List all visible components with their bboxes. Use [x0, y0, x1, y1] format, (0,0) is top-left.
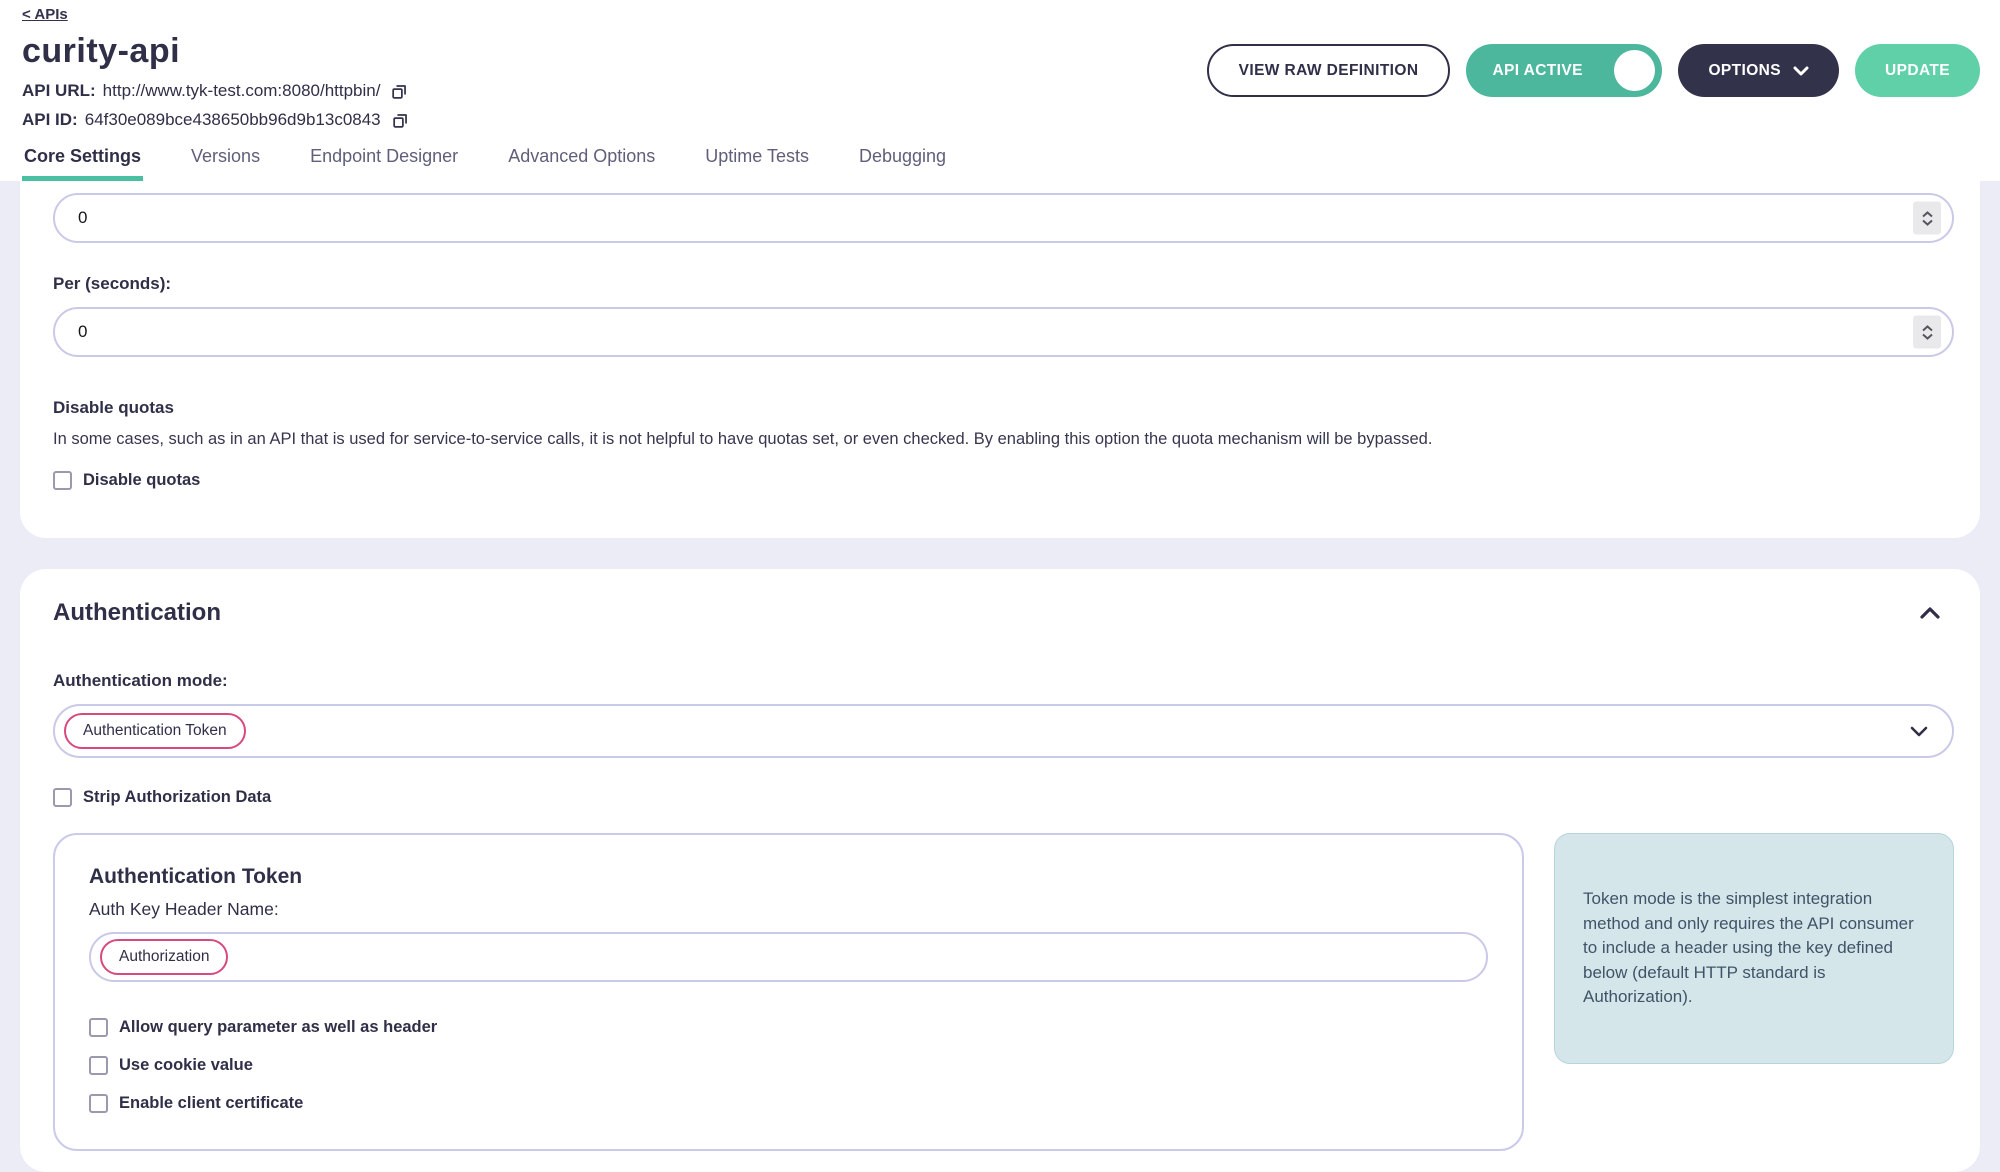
use-cookie-value-label: Use cookie value	[119, 1056, 253, 1074]
authentication-mode-label: Authentication mode:	[53, 671, 228, 690]
enable-client-certificate-checkbox[interactable]	[89, 1094, 108, 1113]
api-url-value: http://www.tyk-test.com:8080/httpbin/	[102, 81, 381, 100]
copy-icon[interactable]	[390, 82, 409, 101]
chevron-up-icon	[1920, 607, 1940, 619]
auth-key-header-label: Auth Key Header Name:	[89, 899, 279, 919]
allow-query-param-label: Allow query parameter as well as header	[119, 1018, 438, 1036]
strip-authorization-checkbox-row	[53, 788, 1954, 807]
chevron-down-icon	[1910, 726, 1928, 737]
token-panel-heading: Authentication Token	[89, 865, 303, 888]
chevron-down-icon	[1793, 66, 1809, 76]
auth-key-header-input[interactable]	[89, 932, 1488, 982]
token-config-row	[53, 833, 1954, 1151]
rate-input[interactable]	[53, 193, 1954, 243]
toggle-knob	[1614, 50, 1655, 91]
token-mode-info-text: Token mode is the simplest integration method and only requires the API consumer to include a header using the key defined below (default HTTP standard is Authorization).	[1583, 888, 1914, 1007]
api-id-label: API ID:	[22, 110, 78, 129]
tab-advanced-options[interactable]: Advanced Options	[508, 146, 656, 166]
stepper-up-icon	[1921, 210, 1934, 218]
authentication-token-panel	[53, 833, 1524, 1151]
auth-key-value-pill: Authorization	[100, 939, 228, 975]
disable-quotas-checkbox[interactable]	[53, 471, 72, 490]
authentication-mode-value-pill: Authentication Token	[64, 713, 246, 749]
per-seconds-input[interactable]	[53, 307, 1954, 357]
stepper-up-icon	[1921, 324, 1934, 332]
per-seconds-label: Per (seconds):	[53, 274, 172, 293]
tab-bar	[22, 146, 1980, 181]
copy-icon[interactable]	[391, 111, 410, 130]
use-cookie-value-row	[89, 1056, 1488, 1075]
use-cookie-value-checkbox[interactable]	[89, 1056, 108, 1075]
tab-debugging[interactable]: Debugging	[858, 146, 947, 166]
collapse-section-button[interactable]	[1920, 607, 1940, 619]
strip-authorization-checkbox[interactable]	[53, 788, 72, 807]
number-stepper[interactable]	[1913, 202, 1941, 235]
api-id-line	[22, 110, 1980, 130]
rate-input-wrap	[53, 193, 1954, 243]
rate-limits-card	[20, 181, 1980, 538]
view-raw-definition-button[interactable]: VIEW RAW DEFINITION	[1207, 44, 1451, 97]
stepper-down-icon	[1921, 332, 1934, 340]
strip-authorization-label: Strip Authorization Data	[83, 788, 272, 806]
breadcrumb-apis-link[interactable]: < APIs	[22, 6, 68, 23]
header-actions	[1207, 44, 1980, 97]
api-url-label: API URL:	[22, 81, 96, 100]
tab-versions[interactable]: Versions	[191, 146, 261, 166]
page-title: curity-api	[22, 32, 181, 70]
authentication-card	[20, 569, 1980, 1172]
api-active-toggle[interactable]	[1466, 44, 1662, 97]
api-active-label: API ACTIVE	[1492, 61, 1583, 79]
tab-endpoint-designer[interactable]: Endpoint Designer	[310, 146, 459, 166]
per-input-wrap	[53, 307, 1954, 357]
disable-quotas-checkbox-label: Disable quotas	[83, 471, 201, 489]
api-id-value: 64f30e089bce438650bb96d9b13c0843	[84, 110, 381, 129]
authentication-mode-select[interactable]	[53, 704, 1954, 758]
options-button[interactable]	[1678, 44, 1839, 97]
authentication-heading: Authentication	[53, 599, 221, 626]
page-content	[0, 181, 2000, 1172]
allow-query-param-checkbox[interactable]	[89, 1018, 108, 1037]
page-header	[0, 0, 2000, 181]
disable-quotas-heading: Disable quotas	[53, 398, 174, 417]
allow-query-param-row	[89, 1018, 1488, 1037]
options-label: OPTIONS	[1708, 61, 1782, 79]
token-options	[89, 1018, 1488, 1113]
tab-core-settings[interactable]: Core Settings	[22, 146, 143, 181]
enable-client-certificate-label: Enable client certificate	[119, 1094, 304, 1112]
stepper-down-icon	[1921, 218, 1934, 226]
token-mode-info-box	[1554, 833, 1954, 1064]
disable-quotas-description: In some cases, such as in an API that is used for service-to-service calls, it is not helpful to have quotas set, or even checked. By enabling this option the quota mechanism will be bypassed.	[53, 430, 1433, 448]
update-button[interactable]: UPDATE	[1855, 44, 1980, 97]
authentication-section-header	[53, 599, 1954, 627]
enable-client-certificate-row	[89, 1094, 1488, 1113]
tab-uptime-tests[interactable]: Uptime Tests	[705, 146, 809, 166]
number-stepper[interactable]	[1913, 316, 1941, 349]
disable-quotas-checkbox-row	[53, 471, 1954, 490]
